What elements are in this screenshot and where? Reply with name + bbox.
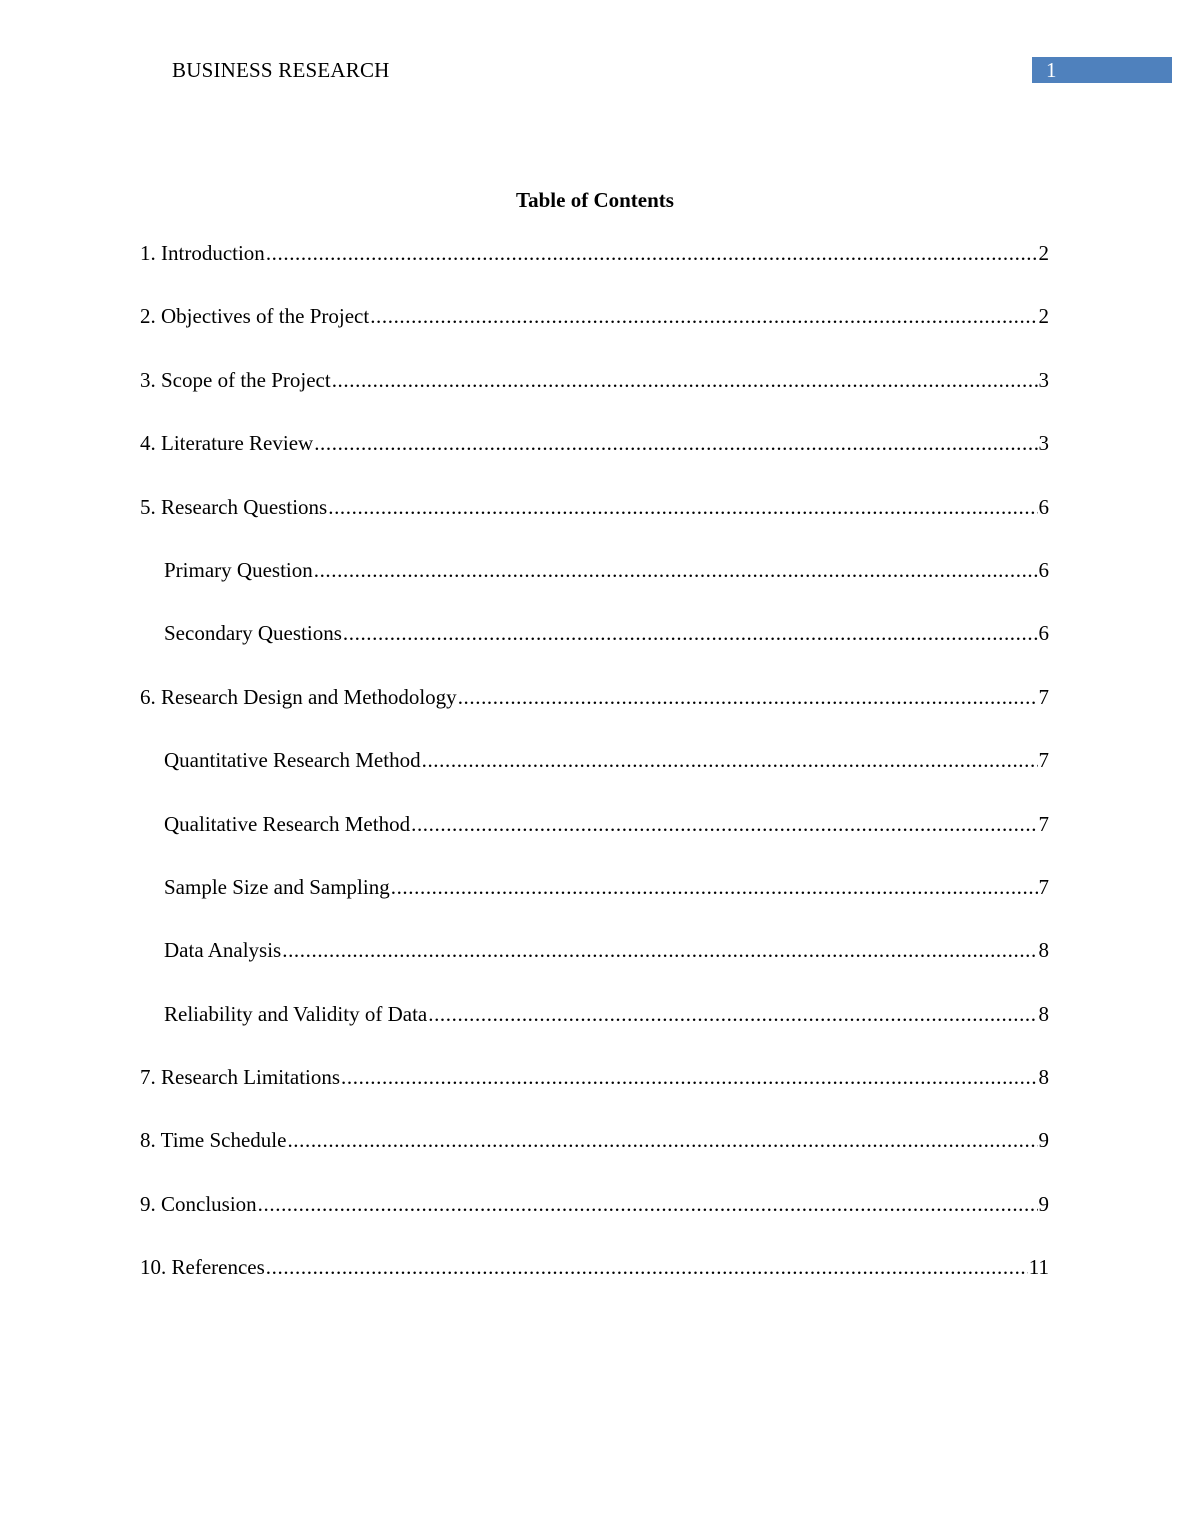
dot-leader (428, 1001, 1037, 1028)
toc-entry-label: Sample Size and Sampling (164, 874, 390, 899)
toc-heading: Table of Contents (516, 188, 674, 212)
toc-entry-label: 5. Research Questions (140, 494, 328, 519)
toc-entry-literature-review[interactable] (140, 430, 1049, 493)
toc-entry-page: 7 (1038, 684, 1049, 709)
toc-entry-time-schedule[interactable] (140, 1127, 1049, 1190)
dot-leader (343, 620, 1038, 647)
dot-leader (287, 1127, 1037, 1154)
toc-entry-sample-size[interactable] (140, 874, 1049, 937)
toc-entry-label: 10. References (140, 1255, 265, 1280)
dot-leader (341, 1064, 1037, 1091)
toc-entry-label: Primary Question (164, 557, 313, 582)
toc-entry-label: 7. Research Limitations (140, 1065, 341, 1090)
toc-entry-label: 1. Introduction (140, 241, 265, 265)
dot-leader (314, 557, 1038, 584)
toc-entry-page: 7 (1038, 748, 1049, 773)
toc-entry-label: 3. Scope of the Project (140, 367, 331, 392)
toc-entry-page: 6 (1038, 557, 1049, 582)
toc-entry-research-questions[interactable] (140, 494, 1049, 557)
toc-entry-page: 8 (1038, 1001, 1049, 1026)
toc-entry-scope[interactable] (140, 367, 1049, 430)
dot-leader (282, 937, 1037, 964)
toc-entry-secondary-questions[interactable] (140, 620, 1049, 683)
toc-entry-page: 6 (1038, 494, 1049, 519)
toc-entry-label: Qualitative Research Method (164, 811, 411, 836)
toc-entry-research-limitations[interactable] (140, 1064, 1049, 1127)
dot-leader (266, 240, 1038, 267)
toc-entry-objectives[interactable] (140, 303, 1049, 366)
toc-entry-label: Secondary Questions (164, 621, 342, 646)
page-number-badge (1032, 57, 1172, 83)
dot-leader (411, 811, 1037, 838)
toc-entry-page: 11 (1028, 1255, 1049, 1280)
dot-leader (266, 1254, 1028, 1281)
dot-leader (391, 874, 1038, 901)
dot-leader (314, 430, 1037, 457)
toc-entry-research-design[interactable] (140, 684, 1049, 747)
toc-entry-label: Data Analysis (164, 938, 282, 963)
toc-entry-label: 2. Objectives of the Project (140, 304, 370, 329)
running-header-title: BUSINESS RESEARCH (172, 58, 390, 82)
toc-entry-label: Reliability and Validity of Data (164, 1001, 428, 1026)
dot-leader (422, 747, 1038, 774)
toc-entry-primary-question[interactable] (140, 557, 1049, 620)
toc-entry-qualitative-method[interactable] (140, 811, 1049, 874)
toc-entry-label: 4. Literature Review (140, 431, 314, 456)
toc-entry-page: 9 (1038, 1191, 1049, 1216)
toc-entry-page: 2 (1038, 241, 1049, 265)
toc-entry-label: 8. Time Schedule (140, 1128, 287, 1153)
toc-entry-page: 7 (1038, 811, 1049, 836)
toc-entry-label: 6. Research Design and Methodology (140, 684, 457, 709)
toc-entry-page: 3 (1038, 431, 1049, 456)
toc-entry-page: 2 (1038, 304, 1049, 329)
dot-leader (332, 367, 1038, 394)
table-of-contents (140, 240, 1049, 1318)
toc-entry-references[interactable] (140, 1254, 1049, 1317)
dot-leader (370, 303, 1037, 330)
toc-entry-reliability-validity[interactable] (140, 1001, 1049, 1064)
toc-entry-introduction[interactable] (140, 240, 1049, 303)
toc-entry-page: 8 (1038, 1065, 1049, 1090)
toc-entry-page: 7 (1038, 874, 1049, 899)
toc-entry-quantitative-method[interactable] (140, 747, 1049, 810)
toc-entry-conclusion[interactable] (140, 1191, 1049, 1254)
page-number: 1 (1046, 58, 1057, 82)
dot-leader (328, 494, 1037, 521)
toc-entry-label: Quantitative Research Method (164, 748, 421, 773)
toc-entry-data-analysis[interactable] (140, 937, 1049, 1000)
toc-entry-page: 3 (1038, 367, 1049, 392)
toc-entry-page: 8 (1038, 938, 1049, 963)
dot-leader (458, 684, 1038, 711)
toc-entry-page: 6 (1038, 621, 1049, 646)
toc-entry-page: 9 (1038, 1128, 1049, 1153)
dot-leader (258, 1191, 1038, 1218)
toc-entry-label: 9. Conclusion (140, 1191, 257, 1216)
